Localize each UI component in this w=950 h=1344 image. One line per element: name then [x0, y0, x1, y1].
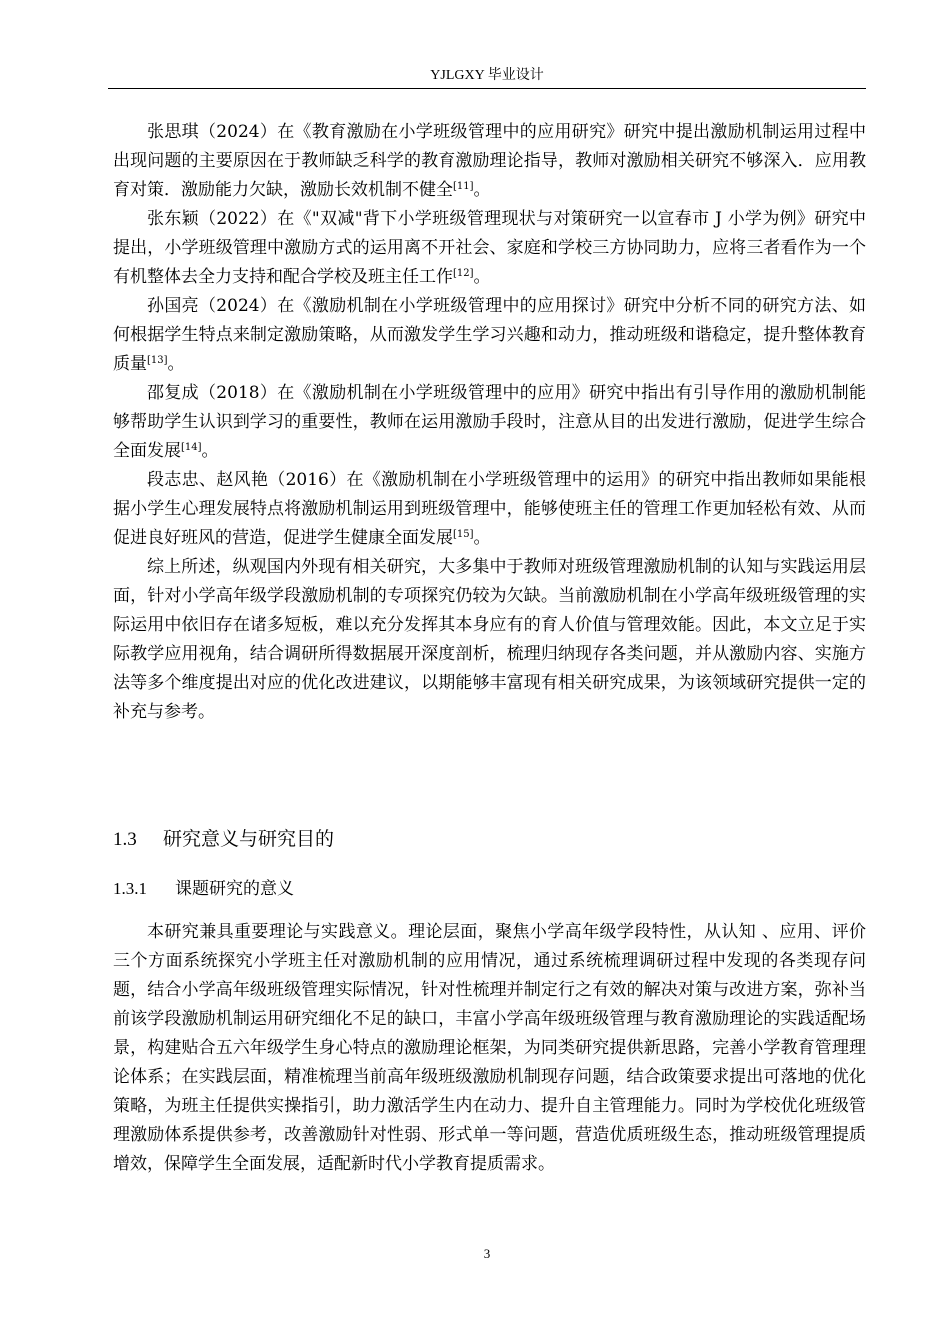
- page-number: 3: [483, 1246, 491, 1261]
- section-heading: [113, 825, 334, 854]
- subsection-number: 1.3.1: [113, 879, 147, 898]
- citation-ref: [14]: [181, 442, 202, 453]
- citation-ref: [12]: [453, 268, 474, 279]
- subsection-heading: [113, 876, 294, 902]
- paragraph: 本研究兼具重要理论与实践意义。理论层面，聚焦小学高年级学段特性，从认知 、应用、评价三个方面系统探究小学班主任对激励机制的应用情况，通过系统梳理调研过程中发现的各类现存问题，结合小学高年级班级管理实际情况，针对性梳理并制定行之有效的解决对策与改进方案，弥补当前该学段激励机制运用研究细化不足的缺口，丰富小学高年级班级管理与教育激励理论的实践适配场景，构建贴合五六年级学生身心特点的激励理论框架，为同类研究提供新思路，完善小学教育管理理论体系；在实践层面，精准梳理当前高年级班级激励机制现存问题，结合政策要求提出可落地的优化策略，为班主任提供实操指引，助力激活学生内在动力、提升自主管理能力。同时为学校优化班级管理激励体系提供参考，改善激励针对性弱、形式单一等问题，营造优质班级生态，推动班级管理提质增效，保障学生全面发展，适配新时代小学教育提质需求。: [113, 922, 866, 1174]
- citation-ref: [11]: [453, 181, 474, 192]
- paragraph: 张东颖（2022）在《"双减"背下小学班级管理现状与对策研究一以宣春市 J 小学为例》研究中提出，小学班级管理中激励方式的运用离不开社会、家庭和学校三方协同助力，应将三者看作为一个有机整体去全力支持和配合学校及班主任工作[12]。: [113, 209, 866, 287]
- header-divider: [108, 88, 866, 89]
- paragraph: 邵复成（2018）在《激励机制在小学班级管理中的应用》研究中指出有引导作用的激励机制能够帮助学生认识到学习的重要性，教师在运用激励手段时，注意从目的出发进行激励，促进学生综合全面发展[14]。: [113, 383, 866, 461]
- subsection-title: 课题研究的意义: [175, 879, 294, 899]
- section-number: 1.3: [113, 829, 137, 850]
- citation-ref: [15]: [453, 529, 474, 540]
- significance-paragraphs: [113, 918, 866, 1179]
- section-title: 研究意义与研究目的: [163, 828, 335, 850]
- summary-paragraph: 综上所述，纵观国内外现有相关研究，大多集中于教师对班级管理激励机制的认知与实践运用层面，针对小学高年级学段激励机制的专项探究仍较为欠缺。当前激励机制在小学高年级班级管理的实际运用中依旧存在诸多短板，难以充分发挥其本身应有的育人价值与管理效能。因此，本文立足于实际教学应用视角，结合调研所得数据展开深度剖析，梳理归纳现存各类问题，并从激励内容、实施方法等多个维度提出对应的优化改进建议，以期能够丰富现有相关研究成果，为该领域研究提供一定的补充与参考。: [113, 557, 866, 722]
- citation-ref: [13]: [147, 355, 168, 366]
- running-header: YJLGXY 毕业设计: [430, 68, 544, 83]
- paragraph: 孙国亮（2024）在《激励机制在小学班级管理中的应用探讨》研究中分析不同的研究方法、如何根据学生特点来制定激励策略，从而激发学生学习兴趣和动力，推动班级和谐稳定，提升整体教育质量[13]。: [113, 296, 866, 374]
- literature-review-paragraphs: [113, 118, 866, 727]
- paragraph: 张思琪（2024）在《教育激励在小学班级管理中的应用研究》研究中提出激励机制运用过程中出现问题的主要原因在于教师缺乏科学的教育激励理论指导，教师对激励相关研究不够深入．应用教育对策．激励能力欠缺，激励长效机制不健全[11]。: [113, 122, 866, 200]
- paragraph: 段志忠、赵风艳（2016）在《激励机制在小学班级管理中的运用》的研究中指出教师如果能根据小学生心理发展特点将激励机制运用到班级管理中，能够使班主任的管理工作更加轻松有效、从而促进良好班风的营造，促进学生健康全面发展[15]。: [113, 470, 866, 548]
